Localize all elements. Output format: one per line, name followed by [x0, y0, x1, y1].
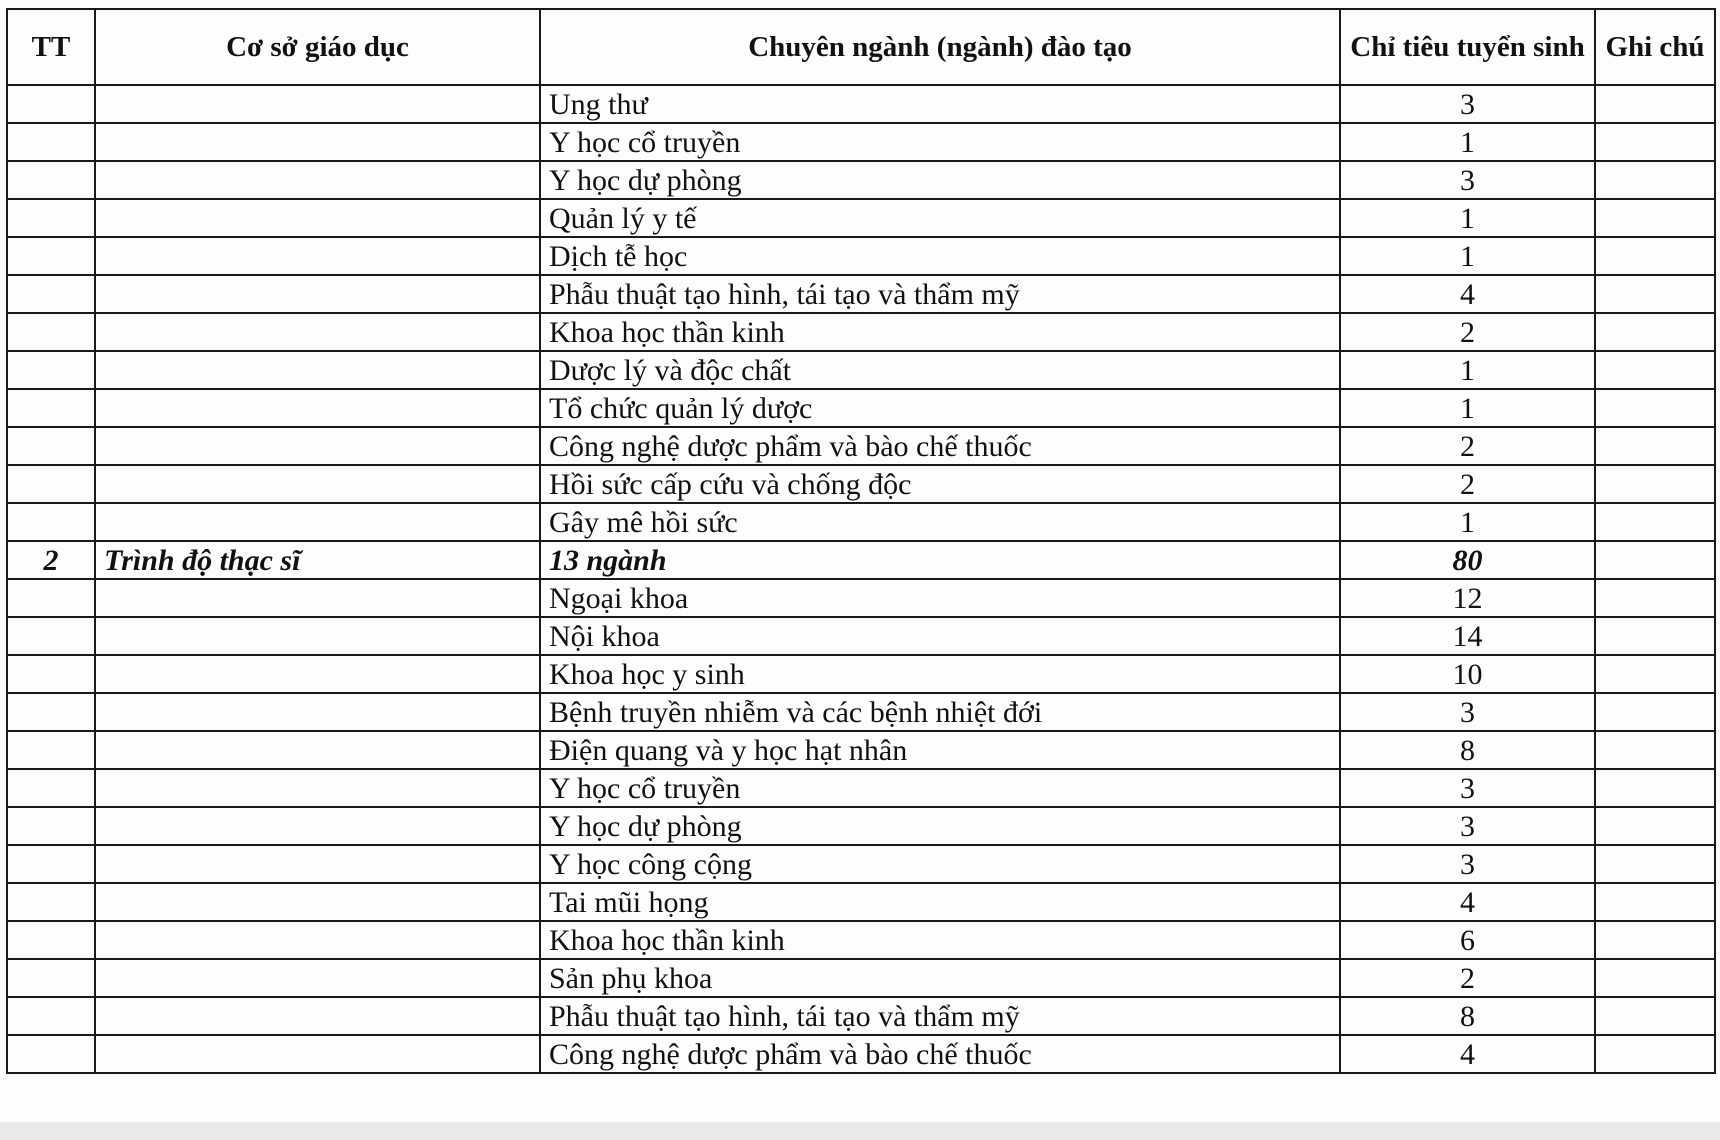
table-row	[7, 845, 1715, 883]
major-cell: Công nghệ dược phẩm và bào chế thuốc	[540, 427, 1340, 465]
institution-cell	[95, 123, 540, 161]
major-cell: Điện quang và y học hạt nhân	[540, 731, 1340, 769]
major-cell: Phẫu thuật tạo hình, tái tạo và thẩm mỹ	[540, 997, 1340, 1035]
note-cell	[1595, 655, 1715, 693]
institution-cell	[95, 807, 540, 845]
tt-cell	[7, 199, 95, 237]
table-row	[7, 465, 1715, 503]
major-cell: Ngoại khoa	[540, 579, 1340, 617]
major-cell: Y học cổ truyền	[540, 769, 1340, 807]
note-cell	[1595, 123, 1715, 161]
header-tt: TT	[7, 9, 95, 85]
tt-cell	[7, 275, 95, 313]
tt-cell	[7, 997, 95, 1035]
tt-cell	[7, 237, 95, 275]
note-cell	[1595, 503, 1715, 541]
tt-cell	[7, 731, 95, 769]
institution-cell	[95, 389, 540, 427]
note-cell	[1595, 465, 1715, 503]
quota-cell: 3	[1340, 85, 1595, 123]
major-cell: Ung thư	[540, 85, 1340, 123]
quota-cell: 1	[1340, 503, 1595, 541]
note-cell	[1595, 1035, 1715, 1073]
tt-cell	[7, 921, 95, 959]
quota-cell: 3	[1340, 161, 1595, 199]
institution-cell	[95, 85, 540, 123]
note-cell	[1595, 237, 1715, 275]
group-row	[7, 541, 1715, 579]
quota-cell: 8	[1340, 997, 1595, 1035]
quota-cell: 12	[1340, 579, 1595, 617]
quota-cell: 1	[1340, 389, 1595, 427]
quota-cell: 6	[1340, 921, 1595, 959]
note-cell	[1595, 997, 1715, 1035]
table-row	[7, 959, 1715, 997]
note-cell	[1595, 807, 1715, 845]
quota-cell: 1	[1340, 351, 1595, 389]
major-cell: Nội khoa	[540, 617, 1340, 655]
note-cell	[1595, 541, 1715, 579]
admission-quota-table	[6, 8, 1716, 1074]
tt-cell	[7, 389, 95, 427]
major-cell: Dược lý và độc chất	[540, 351, 1340, 389]
quota-cell: 4	[1340, 883, 1595, 921]
major-cell: Y học dự phòng	[540, 807, 1340, 845]
institution-cell	[95, 617, 540, 655]
tt-cell	[7, 769, 95, 807]
scan-bottom-edge	[0, 1122, 1720, 1140]
note-cell	[1595, 731, 1715, 769]
note-cell	[1595, 617, 1715, 655]
tt-cell	[7, 123, 95, 161]
major-cell: Phẫu thuật tạo hình, tái tạo và thẩm mỹ	[540, 275, 1340, 313]
quota-cell: 1	[1340, 123, 1595, 161]
major-cell: Y học công cộng	[540, 845, 1340, 883]
major-cell: Y học cổ truyền	[540, 123, 1340, 161]
table-row	[7, 997, 1715, 1035]
institution-cell	[95, 731, 540, 769]
major-cell: Hồi sức cấp cứu và chống độc	[540, 465, 1340, 503]
table-row	[7, 275, 1715, 313]
major-cell: Sản phụ khoa	[540, 959, 1340, 997]
table-row	[7, 237, 1715, 275]
table-row	[7, 199, 1715, 237]
note-cell	[1595, 161, 1715, 199]
major-cell: 13 ngành	[540, 541, 1340, 579]
table-row	[7, 655, 1715, 693]
quota-cell: 3	[1340, 693, 1595, 731]
quota-cell: 2	[1340, 959, 1595, 997]
table-row	[7, 807, 1715, 845]
table-header-row	[7, 9, 1715, 85]
major-cell: Y học dự phòng	[540, 161, 1340, 199]
table-row	[7, 161, 1715, 199]
header-note: Ghi chú	[1595, 9, 1715, 85]
institution-cell	[95, 275, 540, 313]
note-cell	[1595, 199, 1715, 237]
note-cell	[1595, 845, 1715, 883]
note-cell	[1595, 351, 1715, 389]
tt-cell	[7, 427, 95, 465]
header-institution: Cơ sở giáo dục	[95, 9, 540, 85]
tt-cell: 2	[7, 541, 95, 579]
institution-cell	[95, 465, 540, 503]
major-cell: Gây mê hồi sức	[540, 503, 1340, 541]
table-row	[7, 693, 1715, 731]
table-row	[7, 579, 1715, 617]
institution-cell	[95, 427, 540, 465]
quota-cell: 8	[1340, 731, 1595, 769]
tt-cell	[7, 617, 95, 655]
quota-cell: 2	[1340, 427, 1595, 465]
table-row	[7, 503, 1715, 541]
table-row	[7, 351, 1715, 389]
institution-cell	[95, 199, 540, 237]
note-cell	[1595, 579, 1715, 617]
note-cell	[1595, 275, 1715, 313]
table-body	[7, 85, 1715, 1073]
quota-cell: 2	[1340, 313, 1595, 351]
table-row	[7, 769, 1715, 807]
table-row	[7, 883, 1715, 921]
institution-cell	[95, 693, 540, 731]
note-cell	[1595, 427, 1715, 465]
quota-cell: 10	[1340, 655, 1595, 693]
note-cell	[1595, 959, 1715, 997]
table-row	[7, 389, 1715, 427]
table-row	[7, 313, 1715, 351]
major-cell: Tai mũi họng	[540, 883, 1340, 921]
note-cell	[1595, 769, 1715, 807]
tt-cell	[7, 883, 95, 921]
table-row	[7, 1035, 1715, 1073]
institution-cell	[95, 655, 540, 693]
table-row	[7, 731, 1715, 769]
institution-cell	[95, 1035, 540, 1073]
table-row	[7, 427, 1715, 465]
institution-cell	[95, 845, 540, 883]
note-cell	[1595, 921, 1715, 959]
institution-cell	[95, 503, 540, 541]
major-cell: Tổ chức quản lý dược	[540, 389, 1340, 427]
tt-cell	[7, 579, 95, 617]
major-cell: Công nghệ dược phẩm và bào chế thuốc	[540, 1035, 1340, 1073]
header-major: Chuyên ngành (ngành) đào tạo	[540, 9, 1340, 85]
quota-cell: 80	[1340, 541, 1595, 579]
institution-cell: Trình độ thạc sĩ	[95, 541, 540, 579]
institution-cell	[95, 997, 540, 1035]
quota-cell: 4	[1340, 275, 1595, 313]
institution-cell	[95, 921, 540, 959]
note-cell	[1595, 883, 1715, 921]
institution-cell	[95, 161, 540, 199]
major-cell: Quản lý y tế	[540, 199, 1340, 237]
tt-cell	[7, 655, 95, 693]
header-quota: Chỉ tiêu tuyển sinh	[1340, 9, 1595, 85]
tt-cell	[7, 85, 95, 123]
institution-cell	[95, 351, 540, 389]
institution-cell	[95, 579, 540, 617]
note-cell	[1595, 389, 1715, 427]
tt-cell	[7, 959, 95, 997]
major-cell: Bệnh truyền nhiễm và các bệnh nhiệt đới	[540, 693, 1340, 731]
note-cell	[1595, 313, 1715, 351]
major-cell: Khoa học y sinh	[540, 655, 1340, 693]
tt-cell	[7, 351, 95, 389]
institution-cell	[95, 883, 540, 921]
institution-cell	[95, 769, 540, 807]
note-cell	[1595, 693, 1715, 731]
quota-cell: 3	[1340, 845, 1595, 883]
institution-cell	[95, 237, 540, 275]
quota-cell: 1	[1340, 199, 1595, 237]
tt-cell	[7, 807, 95, 845]
quota-cell: 1	[1340, 237, 1595, 275]
tt-cell	[7, 693, 95, 731]
table-row	[7, 85, 1715, 123]
major-cell: Khoa học thần kinh	[540, 921, 1340, 959]
table-row	[7, 123, 1715, 161]
institution-cell	[95, 313, 540, 351]
major-cell: Khoa học thần kinh	[540, 313, 1340, 351]
table-row	[7, 617, 1715, 655]
tt-cell	[7, 465, 95, 503]
institution-cell	[95, 959, 540, 997]
note-cell	[1595, 85, 1715, 123]
table-row	[7, 921, 1715, 959]
tt-cell	[7, 161, 95, 199]
quota-cell: 14	[1340, 617, 1595, 655]
quota-cell: 3	[1340, 769, 1595, 807]
major-cell: Dịch tễ học	[540, 237, 1340, 275]
tt-cell	[7, 503, 95, 541]
quota-cell: 3	[1340, 807, 1595, 845]
tt-cell	[7, 313, 95, 351]
quota-cell: 2	[1340, 465, 1595, 503]
tt-cell	[7, 1035, 95, 1073]
quota-cell: 4	[1340, 1035, 1595, 1073]
tt-cell	[7, 845, 95, 883]
